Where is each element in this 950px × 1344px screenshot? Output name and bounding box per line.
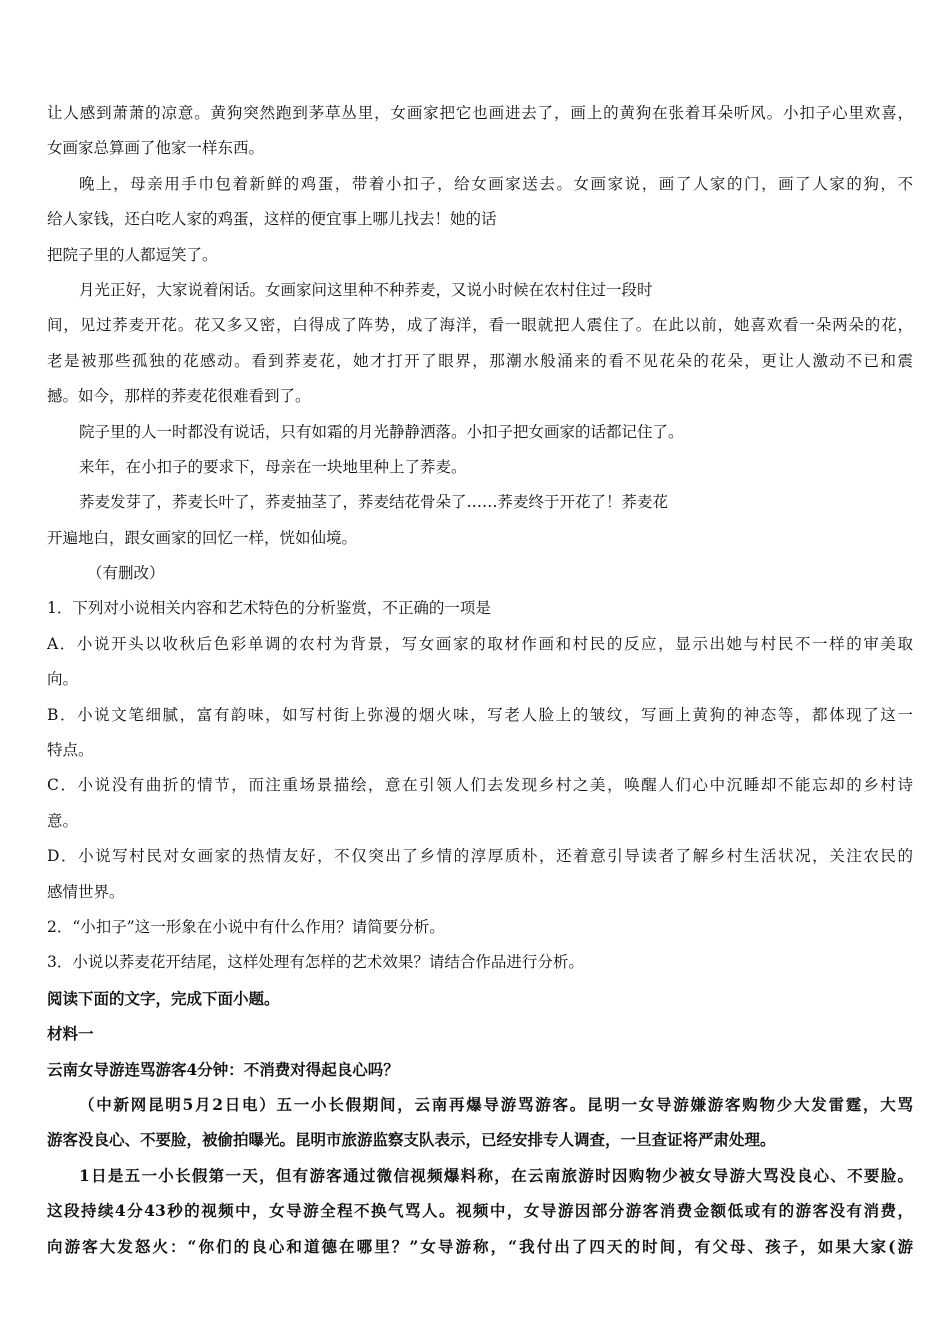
story-line: 给人家钱，还白吃人家的鸡蛋，这样的便宜事上哪儿找去！她的话 bbox=[47, 210, 497, 229]
story-line: 女画家总算画了他家一样东西。 bbox=[47, 139, 265, 158]
story-line: 晚上，母亲用手巾包着新鲜的鸡蛋，带着小扣子，给女画家送去。女画家说，画了人家的门，画了人家的狗，不 bbox=[79, 174, 913, 193]
question-2: 2．“小扣子”这一形象在小说中有什么作用？请简要分析。 bbox=[47, 917, 445, 936]
news-paragraph-line: （中新网昆明5月2日电）五一小长假期间，云南再爆导游骂游客。昆明一女导游嫌游客购物少大发雷霆，大骂 bbox=[79, 1094, 913, 1114]
story-line: 荞麦发芽了，荞麦长叶了，荞麦抽茎了，荞麦结花骨朵了……荞麦终于开花了！荞麦花 bbox=[79, 493, 669, 512]
question-3: 3．小说以荞麦花开结尾，这样处理有怎样的艺术效果？请结合作品进行分析。 bbox=[47, 953, 584, 972]
reading-instruction: 阅读下面的文字，完成下面小题。 bbox=[47, 988, 280, 1008]
edit-note: （有删改） bbox=[87, 564, 165, 583]
option-b-cont: 特点。 bbox=[47, 741, 94, 760]
story-line: 撼。如今，那样的荞麦花很难看到了。 bbox=[47, 387, 311, 406]
news-paragraph-line: 这段持续4分43秒的视频中，女导游全程不换气骂人。视频中，女导游因部分游客消费金额低或有的游客没有消费， bbox=[47, 1201, 913, 1221]
story-line: 院子里的人一时都没有说话，只有如霜的月光静静洒落。小扣子把女画家的话都记住了。 bbox=[79, 422, 684, 441]
story-line: 月光正好，大家说着闲话。女画家问这里种不种荞麦，又说小时候在农村住过一段时 bbox=[79, 280, 653, 299]
option-b: B．小说文笔细腻，富有韵味，如写村街上弥漫的烟火味，写老人脸上的皱纹，写画上黄狗的神态等，都体现了这一 bbox=[47, 705, 913, 724]
option-a: A．小说开头以收秋后色彩单调的农村为背景，写女画家的取材作画和村民的反应，显示出她与村民不一样的审美取 bbox=[47, 634, 913, 653]
story-line: 让人感到萧萧的凉意。黄狗突然跑到茅草丛里，女画家把它也画进去了，画上的黄狗在张着耳朵听风。小扣子心里欢喜， bbox=[47, 104, 913, 122]
option-a-cont: 向。 bbox=[47, 670, 79, 689]
story-line: 老是被那些孤独的花感动。看到荞麦花，她才打开了眼界，那潮水般涌来的看不见花朵的花朵，更让人激动不已和震 bbox=[47, 351, 913, 370]
option-c-cont: 意。 bbox=[47, 811, 79, 830]
option-d: D．小说写村民对女画家的热情友好，不仅突出了乡情的淳厚质朴，还着意引导读者了解乡村生活状况，关注农民的 bbox=[47, 847, 913, 866]
material-label: 材料一 bbox=[47, 1024, 94, 1044]
news-paragraph-line: 游客没良心、不要脸，被偷拍曝光。昆明市旅游监察支队表示，已经安排专人调查，一旦查证将严肃处理。 bbox=[47, 1130, 776, 1150]
option-d-cont: 感情世界。 bbox=[47, 882, 125, 901]
question-1-stem: 1．下列对小说相关内容和艺术特色的分析鉴赏，不正确的一项是 bbox=[47, 599, 491, 618]
news-paragraph-line: 向游客大发怒火：“你们的良心和道德在哪里？”女导游称，“我付出了四天的时间，有父母、孩子，如果大家(游 bbox=[47, 1236, 913, 1256]
news-paragraph-line: 1日是五一小长假第一天，但有游客通过微信视频爆料称，在云南旅游时因购物少被女导游大骂没良心、不要脸。 bbox=[79, 1165, 913, 1185]
story-line: 开遍地白，跟女画家的回忆一样，恍如仙境。 bbox=[47, 528, 358, 547]
story-line: 间，见过荞麦开花。花又多又密，白得成了阵势，成了海洋，看一眼就把人震住了。在此以前，她喜欢看一朵两朵的花， bbox=[47, 316, 913, 335]
option-c: C．小说没有曲折的情节，而注重场景描绘，意在引领人们去发现乡村之美，唤醒人们心中沉睡却不能忘却的乡村诗 bbox=[47, 776, 913, 795]
document-page bbox=[47, 96, 913, 1264]
news-headline: 云南女导游连骂游客4分钟：不消费对得起良心吗？ bbox=[47, 1059, 399, 1079]
story-line: 来年，在小扣子的要求下，母亲在一块地里种上了荞麦。 bbox=[79, 457, 467, 476]
story-line: 把院子里的人都逗笑了。 bbox=[47, 245, 218, 264]
